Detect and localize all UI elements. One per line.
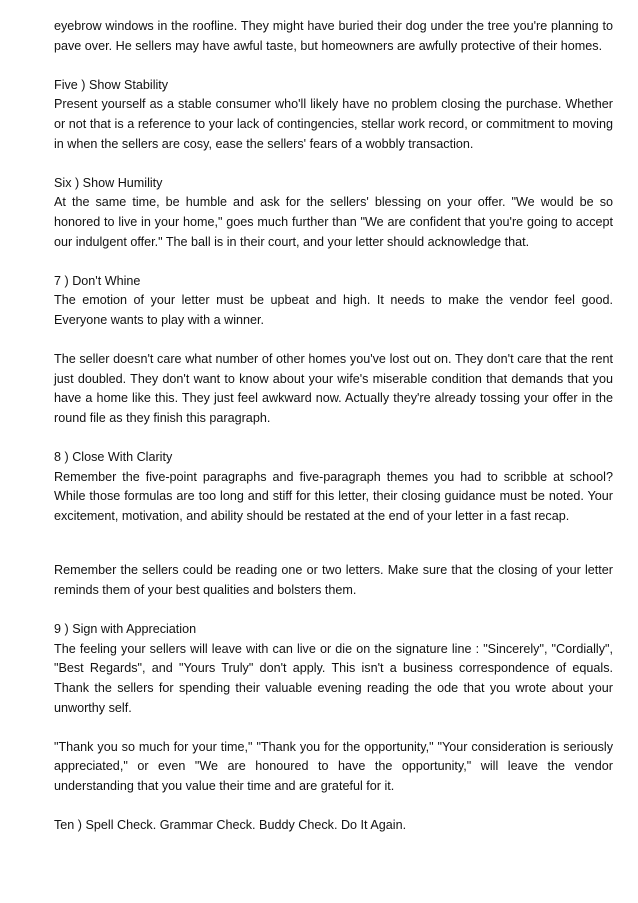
- paragraph-intro-continuation: eyebrow windows in the roofline. They might have buried their dog under the tree you're planning to pave over. He sellers may have awful taste, but homeowners are awfully protective of their homes.: [54, 19, 613, 53]
- spacer: [54, 797, 613, 817]
- section-heading-seven: 7 ) Don't Whine: [54, 273, 141, 288]
- spacer: [54, 331, 613, 351]
- paragraph-dont-whine-2: The seller doesn't care what number of other homes you've lost out on. They don't care that the rent just doubled. They don't want to know about your wife's miserable condition that demands that you have a home like this. They just feel awkward now. Actually they're already tossing your offer in the round file as they finish this paragraph.: [54, 352, 613, 425]
- section-heading-nine: 9 ) Sign with Appreciation: [54, 622, 197, 637]
- paragraph-show-stability: Present yourself as a stable consumer who'll likely have no problem closing the purchase. Whether or not that is a reference to your lack of contingencies, stellar work record, or commitment to moving in when the sellers are cosy, ease the sellers' fears of a wobbly transaction.: [54, 97, 613, 151]
- spacer: [54, 428, 613, 448]
- spacer: [54, 526, 613, 561]
- spacer: [54, 252, 613, 272]
- section-heading-six: Six ) Show Humility: [54, 175, 163, 190]
- spacer: [54, 154, 613, 174]
- section-heading-eight: 8 ) Close With Clarity: [54, 450, 173, 465]
- paragraph-dont-whine-1: The emotion of your letter must be upbeat and high. It needs to make the vendor feel good. Everyone wants to play with a winner.: [54, 293, 613, 327]
- paragraph-sign-with-appreciation-2: "Thank you so much for your time," "Thank you for the opportunity," "Your consideration is seriously appreciated," or even "We are honoured to have the opportunity," will leave the vendor understanding that you value their time and are grateful for it.: [54, 739, 613, 793]
- paragraph-sign-with-appreciation-1: The feeling your sellers will leave with can live or die on the signature line : "Sincerely", "Cordially", "Best Regards", and "Yours Truly" don't apply. This isn't a business correspondence of equals. Thank the sellers for spending their valuable evening reading the ode that you wrote about your unworthy self.: [54, 641, 613, 715]
- document-page: [54, 0, 613, 836]
- spacer: [54, 56, 613, 76]
- paragraph-close-with-clarity-2: Remember the sellers could be reading one or two letters. Make sure that the closing of your letter reminds them of your best qualities and bolsters them.: [54, 563, 613, 598]
- section-heading-five: Five ) Show Stability: [54, 77, 169, 92]
- spacer: [54, 718, 613, 738]
- paragraph-show-humility: At the same time, be humble and ask for the sellers' blessing on your offer. "We would be so honored to live in your home," goes much further than "We are confident that you're going to accept our indulgent offer." The ball is in their court, and your letter should acknowledge that.: [54, 195, 613, 249]
- spacer: [54, 601, 613, 621]
- paragraph-close-with-clarity-1: Remember the five-point paragraphs and five-paragraph themes you had to scribble at school? While those formulas are too long and stiff for this letter, their closing guidance must be noted. Your excitement, motivation, and ability should be restated at the end of your letter in a fast recap.: [54, 469, 613, 523]
- section-heading-ten: Ten ) Spell Check. Grammar Check. Buddy Check. Do It Again.: [54, 818, 407, 833]
